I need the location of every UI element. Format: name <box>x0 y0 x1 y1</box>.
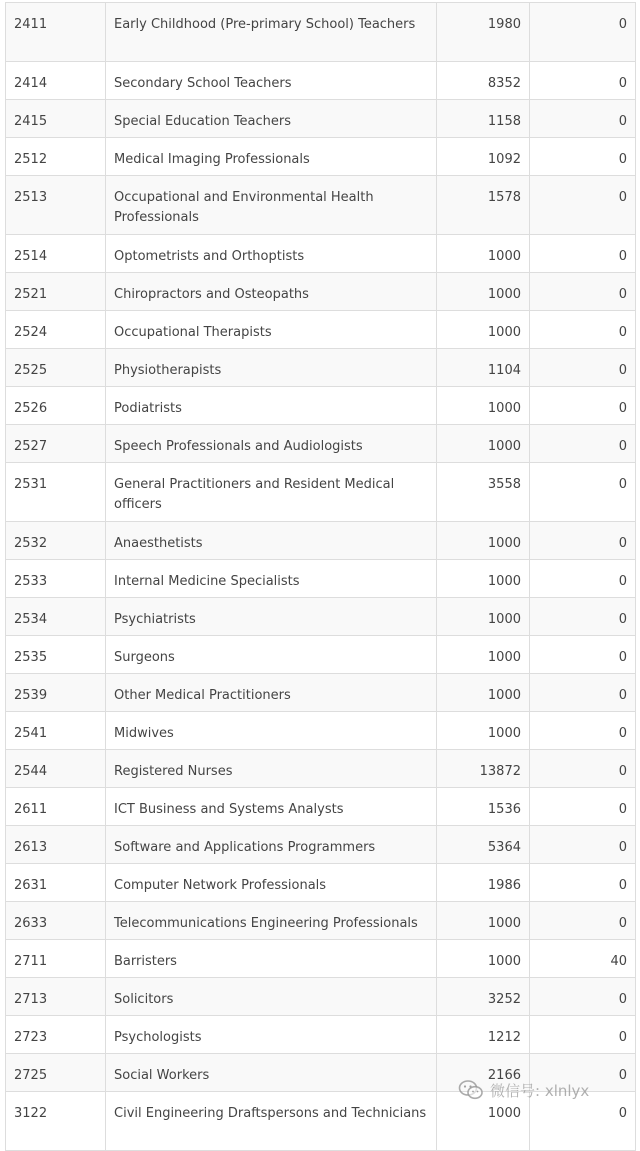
table-row <box>6 826 636 864</box>
occupation-ceiling-cell: 1536 <box>437 788 530 826</box>
anzsco-code-cell: 2414 <box>6 62 106 100</box>
anzsco-code-cell: 2521 <box>6 273 106 311</box>
occupation-name-cell: Software and Applications Programmers <box>106 826 437 864</box>
occupation-ceiling-cell: 13872 <box>437 750 530 788</box>
anzsco-code-cell: 2532 <box>6 522 106 560</box>
table-row <box>6 902 636 940</box>
occupation-ceiling-table <box>5 2 636 1151</box>
occupation-ceiling-cell: 1000 <box>437 235 530 273</box>
table-row <box>6 940 636 978</box>
table-row <box>6 1092 636 1151</box>
invitations-issued-cell: 0 <box>530 100 636 138</box>
table-row <box>6 788 636 826</box>
invitations-issued-cell: 0 <box>530 636 636 674</box>
occupation-ceiling-cell: 5364 <box>437 826 530 864</box>
table-row <box>6 1016 636 1054</box>
table-row <box>6 674 636 712</box>
occupation-name-cell: Telecommunications Engineering Professionals <box>106 902 437 940</box>
occupation-name-cell: Physiotherapists <box>106 349 437 387</box>
table-row <box>6 598 636 636</box>
invitations-issued-cell: 0 <box>530 902 636 940</box>
occupation-name-cell: Podiatrists <box>106 387 437 425</box>
table-row <box>6 463 636 522</box>
occupation-name-cell: Registered Nurses <box>106 750 437 788</box>
table-row <box>6 349 636 387</box>
occupation-name-cell: Psychologists <box>106 1016 437 1054</box>
invitations-issued-cell: 0 <box>530 826 636 864</box>
anzsco-code-cell: 3122 <box>6 1092 106 1151</box>
occupation-ceiling-cell: 1000 <box>437 598 530 636</box>
invitations-issued-cell: 0 <box>530 750 636 788</box>
anzsco-code-cell: 2512 <box>6 138 106 176</box>
anzsco-code-cell: 2539 <box>6 674 106 712</box>
occupation-name-cell: Chiropractors and Osteopaths <box>106 273 437 311</box>
anzsco-code-cell: 2633 <box>6 902 106 940</box>
table-row <box>6 1054 636 1092</box>
invitations-issued-cell: 0 <box>530 463 636 522</box>
anzsco-code-cell: 2514 <box>6 235 106 273</box>
invitations-issued-cell: 0 <box>530 788 636 826</box>
table-row <box>6 62 636 100</box>
invitations-issued-cell: 0 <box>530 62 636 100</box>
table-row <box>6 636 636 674</box>
occupation-name-cell: ICT Business and Systems Analysts <box>106 788 437 826</box>
occupation-ceiling-cell: 1000 <box>437 311 530 349</box>
occupation-ceiling-cell: 1578 <box>437 176 530 235</box>
occupation-name-cell: Barristers <box>106 940 437 978</box>
occupation-name-cell: Early Childhood (Pre-primary School) Teachers <box>106 3 437 62</box>
anzsco-code-cell: 2527 <box>6 425 106 463</box>
invitations-issued-cell: 0 <box>530 273 636 311</box>
table-row <box>6 522 636 560</box>
anzsco-code-cell: 2544 <box>6 750 106 788</box>
invitations-issued-cell: 0 <box>530 235 636 273</box>
anzsco-code-cell: 2713 <box>6 978 106 1016</box>
table-row <box>6 425 636 463</box>
invitations-issued-cell: 0 <box>530 138 636 176</box>
table-row <box>6 750 636 788</box>
anzsco-code-cell: 2541 <box>6 712 106 750</box>
invitations-issued-cell: 0 <box>530 712 636 750</box>
occupation-name-cell: Speech Professionals and Audiologists <box>106 425 437 463</box>
invitations-issued-cell: 0 <box>530 425 636 463</box>
anzsco-code-cell: 2526 <box>6 387 106 425</box>
anzsco-code-cell: 2535 <box>6 636 106 674</box>
table-row <box>6 138 636 176</box>
invitations-issued-cell: 0 <box>530 176 636 235</box>
occupation-ceiling-cell: 1000 <box>437 273 530 311</box>
anzsco-code-cell: 2725 <box>6 1054 106 1092</box>
occupation-name-cell: Internal Medicine Specialists <box>106 560 437 598</box>
invitations-issued-cell: 0 <box>530 522 636 560</box>
anzsco-code-cell: 2533 <box>6 560 106 598</box>
occupation-name-cell: Computer Network Professionals <box>106 864 437 902</box>
occupation-name-cell: Social Workers <box>106 1054 437 1092</box>
occupation-ceiling-cell: 1000 <box>437 674 530 712</box>
table-row <box>6 560 636 598</box>
table-row <box>6 387 636 425</box>
occupation-name-cell: Surgeons <box>106 636 437 674</box>
invitations-issued-cell: 0 <box>530 1016 636 1054</box>
occupation-ceiling-cell: 1000 <box>437 387 530 425</box>
occupation-ceiling-cell: 1000 <box>437 712 530 750</box>
table-row <box>6 712 636 750</box>
invitations-issued-cell: 0 <box>530 3 636 62</box>
anzsco-code-cell: 2525 <box>6 349 106 387</box>
anzsco-code-cell: 2415 <box>6 100 106 138</box>
invitations-issued-cell: 0 <box>530 311 636 349</box>
anzsco-code-cell: 2531 <box>6 463 106 522</box>
table-row <box>6 3 636 62</box>
occupation-ceiling-cell: 1000 <box>437 902 530 940</box>
occupation-ceiling-cell: 1000 <box>437 940 530 978</box>
anzsco-code-cell: 2411 <box>6 3 106 62</box>
occupation-ceiling-cell: 1980 <box>437 3 530 62</box>
table-body <box>6 3 636 1151</box>
occupation-name-cell: Occupational and Environmental Health Professionals <box>106 176 437 235</box>
occupation-name-cell: Other Medical Practitioners <box>106 674 437 712</box>
anzsco-code-cell: 2711 <box>6 940 106 978</box>
table-row <box>6 100 636 138</box>
occupation-ceiling-cell: 1158 <box>437 100 530 138</box>
table-row <box>6 978 636 1016</box>
occupation-ceiling-cell: 1000 <box>437 425 530 463</box>
occupation-name-cell: Occupational Therapists <box>106 311 437 349</box>
occupation-ceiling-cell: 1986 <box>437 864 530 902</box>
anzsco-code-cell: 2611 <box>6 788 106 826</box>
anzsco-code-cell: 2513 <box>6 176 106 235</box>
occupation-ceiling-cell: 1000 <box>437 1092 530 1151</box>
occupation-name-cell: Medical Imaging Professionals <box>106 138 437 176</box>
invitations-issued-cell: 0 <box>530 1054 636 1092</box>
occupation-name-cell: Midwives <box>106 712 437 750</box>
invitations-issued-cell: 0 <box>530 1092 636 1151</box>
anzsco-code-cell: 2723 <box>6 1016 106 1054</box>
occupation-name-cell: Civil Engineering Draftspersons and Technicians <box>106 1092 437 1151</box>
occupation-ceiling-cell: 1000 <box>437 522 530 560</box>
occupation-ceiling-cell: 2166 <box>437 1054 530 1092</box>
invitations-issued-cell: 0 <box>530 560 636 598</box>
invitations-issued-cell: 0 <box>530 864 636 902</box>
invitations-issued-cell: 0 <box>530 978 636 1016</box>
occupation-name-cell: Psychiatrists <box>106 598 437 636</box>
table-row <box>6 235 636 273</box>
watermark-text: 微信号: xlnlyx <box>490 1081 590 1100</box>
table-row <box>6 176 636 235</box>
anzsco-code-cell: 2613 <box>6 826 106 864</box>
invitations-issued-cell: 0 <box>530 387 636 425</box>
occupation-name-cell: Optometrists and Orthoptists <box>106 235 437 273</box>
table-row <box>6 864 636 902</box>
occupation-name-cell: Special Education Teachers <box>106 100 437 138</box>
invitations-issued-cell: 0 <box>530 349 636 387</box>
occupation-ceiling-cell: 1000 <box>437 636 530 674</box>
occupation-ceiling-cell: 3252 <box>437 978 530 1016</box>
invitations-issued-cell: 0 <box>530 598 636 636</box>
invitations-issued-cell: 0 <box>530 674 636 712</box>
occupation-name-cell: Anaesthetists <box>106 522 437 560</box>
occupation-name-cell: Solicitors <box>106 978 437 1016</box>
invitations-issued-cell: 40 <box>530 940 636 978</box>
table-row <box>6 273 636 311</box>
occupation-ceiling-cell: 3558 <box>437 463 530 522</box>
occupation-name-cell: General Practitioners and Resident Medical officers <box>106 463 437 522</box>
occupation-name-cell: Secondary School Teachers <box>106 62 437 100</box>
anzsco-code-cell: 2631 <box>6 864 106 902</box>
anzsco-code-cell: 2524 <box>6 311 106 349</box>
occupation-ceiling-cell: 1092 <box>437 138 530 176</box>
occupation-ceiling-cell: 1000 <box>437 560 530 598</box>
occupation-ceiling-cell: 1212 <box>437 1016 530 1054</box>
table-row <box>6 311 636 349</box>
occupation-ceiling-cell: 8352 <box>437 62 530 100</box>
occupation-ceiling-cell: 1104 <box>437 349 530 387</box>
anzsco-code-cell: 2534 <box>6 598 106 636</box>
